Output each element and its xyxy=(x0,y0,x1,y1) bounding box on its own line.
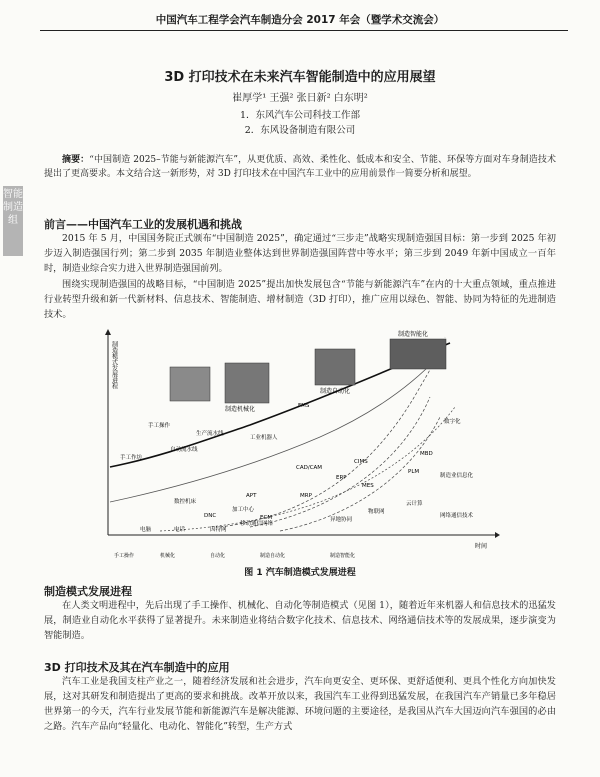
milestone-mrp: MRP xyxy=(300,493,312,499)
affiliation-2: 2．东风设备制造有限公司 xyxy=(244,125,356,136)
stage-label-automation: 自动化 xyxy=(210,553,226,559)
paragraph-modes-1: 在人类文明进程中，先后出现了手工操作、机械化、自动化等制造模式（见图 1），随着近年来机器人和信息技术的迅猛发展，制造业自动化水平获得了显著提升。未来制造业将结合数字化技术、信息技术、网络通信技术等的发展成果，逐步演变为智能制造。 xyxy=(44,600,556,641)
milestone-industrial-robot: 工业机器人 xyxy=(250,435,278,441)
stage-label-manual: 手工操作 xyxy=(114,553,135,559)
paragraph-intro-2: 围绕实现制造强国的战略目标，“中国制造 2025”提出加快发展包含“节能与新能源汽车”在内的十大重点领域，重点推进行业转型升级和新一代新材料、信息技术、智能制造、增材制造（3D 打印），推广应用以绿色、智能、协同为特征的先进制造技术。 xyxy=(44,279,556,320)
milestone-iot: 物联网 xyxy=(368,509,385,515)
milestone-apt: APT xyxy=(246,493,257,499)
section-heading-modes: 制造模式发展进程 xyxy=(44,585,132,598)
stage-label-intelligent: 制造智能化 xyxy=(330,553,356,559)
milestone-manual-operation: 手工操作 xyxy=(148,423,171,429)
section-side-tab: 智能制造组 xyxy=(3,186,23,256)
author-list: 崔厚学¹ 王强² 张日新² 白东明² xyxy=(232,93,368,104)
paragraph-3dprint-1: 汽车工业是我国支柱产业之一，随着经济发展和社会进步，汽车向更安全、更环保、更舒适便利、更具个性化方向加快发展，这对其研发和制造提出了更高的要求和挑战。改革开放以来，我国汽车工业得到迅猛发展，在我国汽车产销量已多年稳居世界第一的今天，汽车行业发展节能和新能源汽车是解决能源、环境问题的主要途径，是我国从汽车大国迈向汽车强国的必由之路。汽车产品向“轻量化、电动化、智能化”转型，生产方式 xyxy=(44,676,556,732)
milestone-ecm: ECM xyxy=(260,515,273,521)
milestone-network-comm: 网络通信技术 xyxy=(440,513,474,519)
milestone-machining-center: 加工中心 xyxy=(232,507,255,513)
milestone-telephone: 电话 xyxy=(174,527,186,533)
section-heading-intro: 前言——中国汽车工业的发展机遇和挑战 xyxy=(44,218,242,231)
milestone-cims: CIMS xyxy=(354,459,368,465)
photo-machinery xyxy=(225,363,269,403)
paragraph-intro-1: 2015 年 5 月，中国国务院正式颁布“中国制造 2025”，确定通过“三步走”战略实现制造强国目标：第一步到 2025 年初步迈入制造强国行列；第二步到 2035 年制造业整体达到世界制造强国阵营中等水平；第三步到 2049 年新中国成立一百年时，制造业综合实力进入世界制造强国前列。 xyxy=(44,233,556,274)
running-header: 中国汽车工程学会汽车制造分会 2017 年会（暨学术交流会） xyxy=(155,14,445,26)
milestone-cnc: 数控机床 xyxy=(174,499,197,505)
stage-label-manufacturing-automation: 制造自动化 xyxy=(260,553,286,559)
photo-label-mechanization: 制造机械化 xyxy=(225,406,256,413)
milestone-plm: PLM xyxy=(408,469,420,475)
dashed-curve-2 xyxy=(250,397,430,527)
milestone-erp: ERP xyxy=(336,475,347,481)
x-axis-label: 时间 xyxy=(475,543,488,550)
abstract-label: 摘要： xyxy=(62,155,90,165)
figure-manufacturing-evolution xyxy=(100,327,500,559)
affiliation-1: 1．东风汽车公司科技工作部 xyxy=(239,110,361,121)
milestone-dnc: DNC xyxy=(204,513,217,519)
milestone-cloud: 云计算 xyxy=(406,501,423,507)
milestone-digitalization: 数字化 xyxy=(444,419,461,425)
photo-label-intelligent: 制造智能化 xyxy=(398,331,429,338)
milestone-internet: 因特网 xyxy=(210,527,227,533)
milestone-mes: MES xyxy=(362,483,374,489)
milestone-remote-collab: 异地协同 xyxy=(330,517,353,523)
photo-craftsman xyxy=(170,367,210,401)
section-heading-3dprint: 3D 打印技术及其在汽车制造中的应用 xyxy=(44,661,230,674)
photo-automation xyxy=(315,349,355,385)
stage-label-mechanization: 机械化 xyxy=(160,553,176,559)
x-axis-arrow xyxy=(495,532,500,538)
milestone-auto-line: 自动流水线 xyxy=(170,447,198,453)
y-axis-arrow xyxy=(105,329,111,335)
header-rule xyxy=(40,30,568,31)
milestone-manual-workshop: 手工作坊 xyxy=(120,455,143,461)
milestone-informatization: 制造业信息化 xyxy=(440,473,474,479)
figure-caption: 图 1 汽车制造模式发展进程 xyxy=(244,568,356,578)
milestone-production-line: 生产流水线 xyxy=(196,431,224,437)
abstract xyxy=(44,153,556,181)
abstract-text: “中国制造 2025–节能与新能源汽车”，从更优质、高效、柔性化、低成本和安全、节能、环保等方面对车身制造技术提出了更高要求。本文结合这一新形势，对 3D 打印技术在中国汽车工业中的应用前景作一简要分析和展望。 xyxy=(44,155,556,179)
photo-smart-factory xyxy=(390,339,446,369)
milestone-computer: 电脑 xyxy=(140,527,152,533)
milestone-mobile-network: 移动通信网络 xyxy=(240,521,274,527)
photo-label-automation: 制造自动化 xyxy=(320,388,351,395)
milestone-cad-cam: CAD/CAM xyxy=(296,465,323,471)
paper-title: 3D 打印技术在未来汽车智能制造中的应用展望 xyxy=(164,70,436,85)
milestone-mbd: MBD xyxy=(420,451,433,457)
y-axis-label: 制造模式发展进程 xyxy=(110,341,118,389)
milestone-fms: FMS xyxy=(298,403,310,409)
